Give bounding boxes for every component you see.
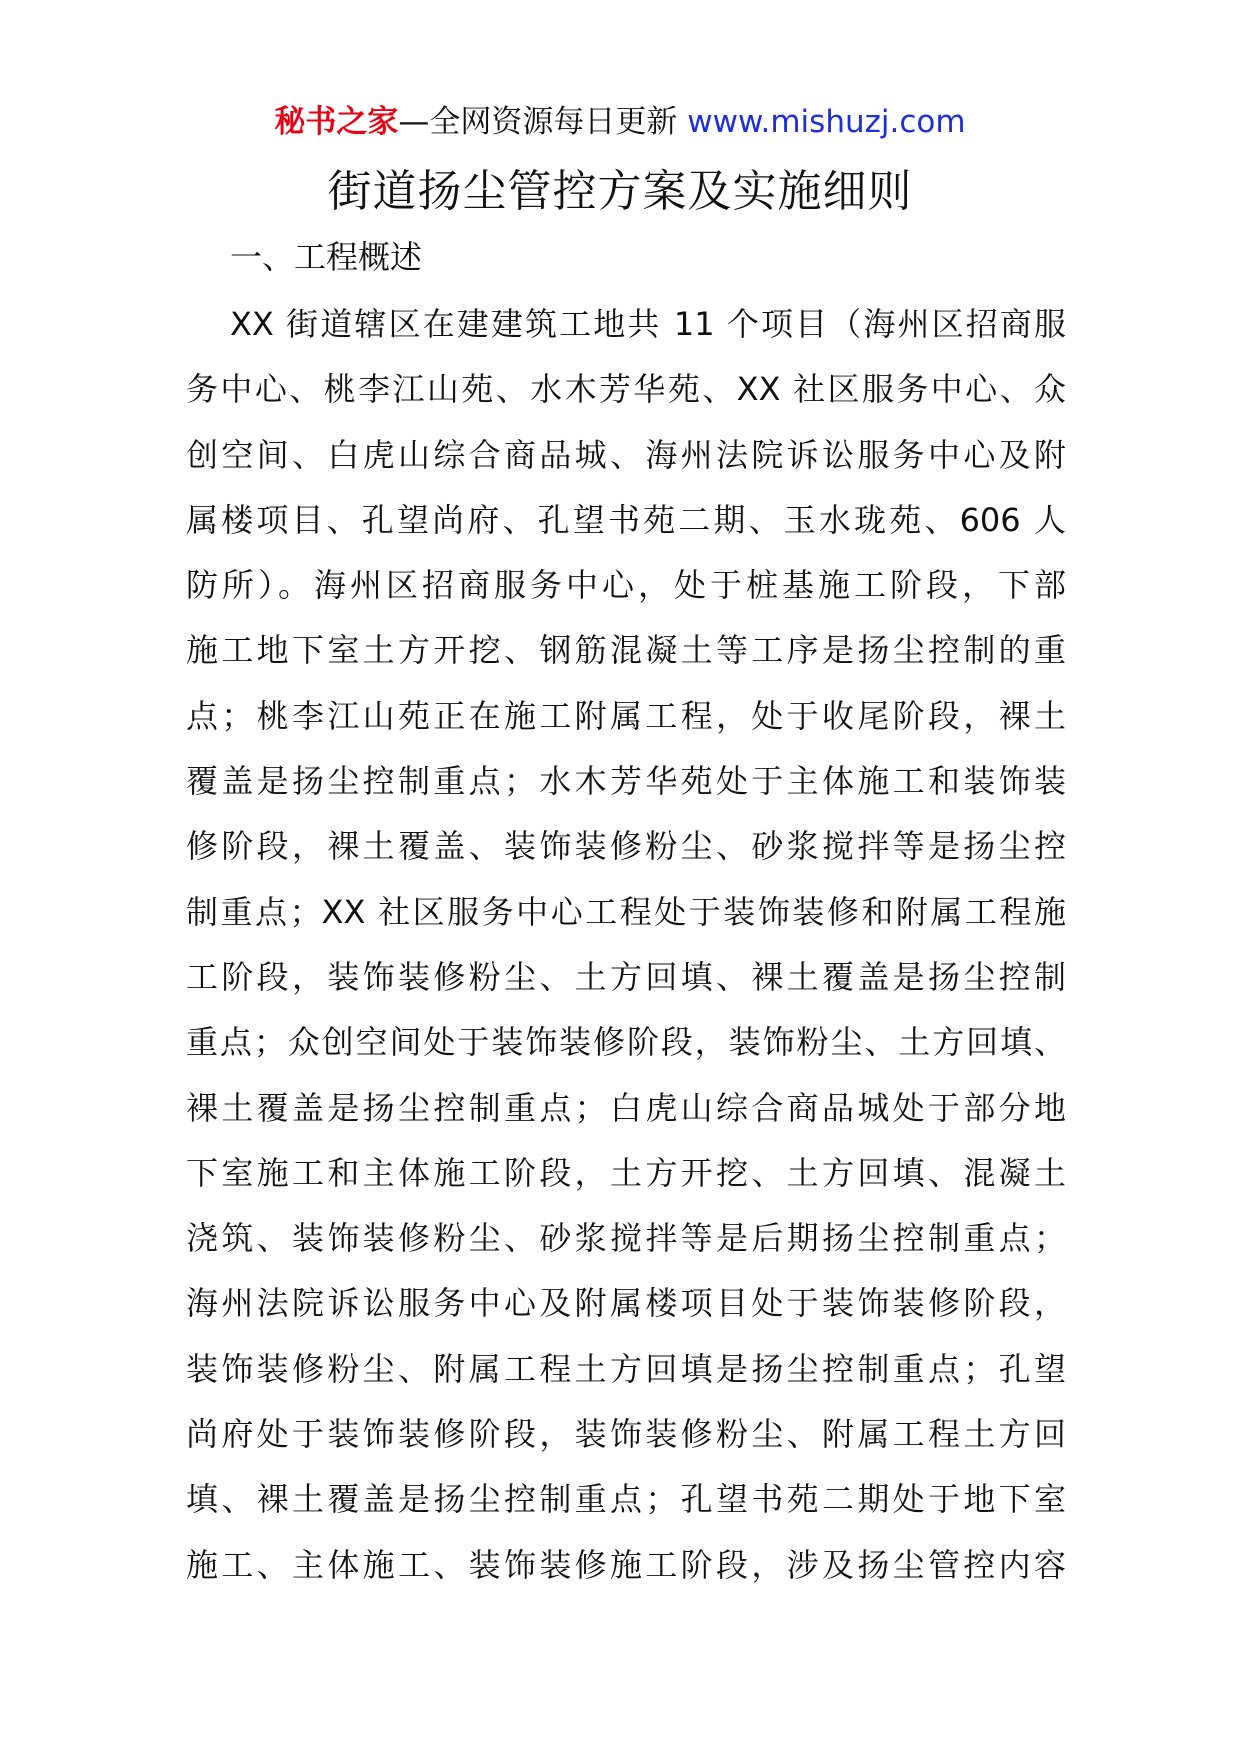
paragraph-line: 尚府处于装饰装修阶段，装饰装修粉尘、附属工程土方回: [186, 1415, 1066, 1454]
site-url-link[interactable]: www.mishuzj.com: [687, 104, 966, 140]
paragraph-line: 填、裸土覆盖是扬尘控制重点；孔望书苑二期处于地下室: [186, 1480, 1066, 1519]
paragraph-line: 修阶段，裸土覆盖、装饰装修粉尘、砂浆搅拌等是扬尘控: [186, 827, 1066, 866]
paragraph-line: XX 街道辖区在建建筑工地共 11 个项目（海州区招商服: [230, 305, 1066, 343]
paragraph-line: 工阶段，装饰装修粉尘、土方回填、裸土覆盖是扬尘控制: [186, 957, 1066, 996]
document-title: 街道扬尘管控方案及实施细则: [327, 166, 913, 217]
paragraph-line: 裸土覆盖是扬尘控制重点；白虎山综合商品城处于部分地: [186, 1088, 1066, 1127]
header-tagline: —全网资源每日更新: [398, 104, 688, 140]
site-header: [0, 100, 1240, 144]
paragraph-line: 创空间、白虎山综合商品城、海州法院诉讼服务中心及附: [186, 435, 1066, 474]
paragraph-line: 务中心、桃李江山苑、水木芳华苑、XX 社区服务中心、众: [186, 370, 1066, 409]
paragraph-line: 装饰装修粉尘、附属工程土方回填是扬尘控制重点；孔望: [186, 1349, 1066, 1388]
paragraph-line: 点；桃李江山苑正在施工附属工程，处于收尾阶段，裸土: [186, 696, 1066, 735]
section-heading: 一、工程概述: [230, 238, 423, 276]
paragraph-line: 施工、主体施工、装饰装修施工阶段，涉及扬尘管控内容: [186, 1545, 1066, 1584]
paragraph-line: 海州法院诉讼服务中心及附属楼项目处于装饰装修阶段，: [186, 1284, 1066, 1323]
paragraph-line: 防所）。海州区招商服务中心，处于桩基施工阶段，下部: [186, 566, 1066, 605]
paragraph-line: 制重点；XX 社区服务中心工程处于装饰装修和附属工程施: [186, 892, 1066, 931]
paragraph-line: 下室施工和主体施工阶段，土方开挖、土方回填、混凝土: [186, 1153, 1066, 1192]
paragraph-line: 属楼项目、孔望尚府、孔望书苑二期、玉水珑苑、606 人: [186, 500, 1066, 539]
paragraph-line: 施工地下室土方开挖、钢筋混凝土等工序是扬尘控制的重: [186, 631, 1066, 670]
body-paragraph: [186, 292, 1066, 1598]
paragraph-line: 浇筑、装饰装修粉尘、砂浆搅拌等是后期扬尘控制重点；: [186, 1219, 1066, 1258]
brand-name: 秘书之家: [274, 104, 399, 140]
paragraph-line: 重点；众创空间处于装饰装修阶段，装饰粉尘、土方回填、: [186, 1023, 1066, 1062]
paragraph-line: 覆盖是扬尘控制重点；水木芳华苑处于主体施工和装饰装: [186, 762, 1066, 801]
